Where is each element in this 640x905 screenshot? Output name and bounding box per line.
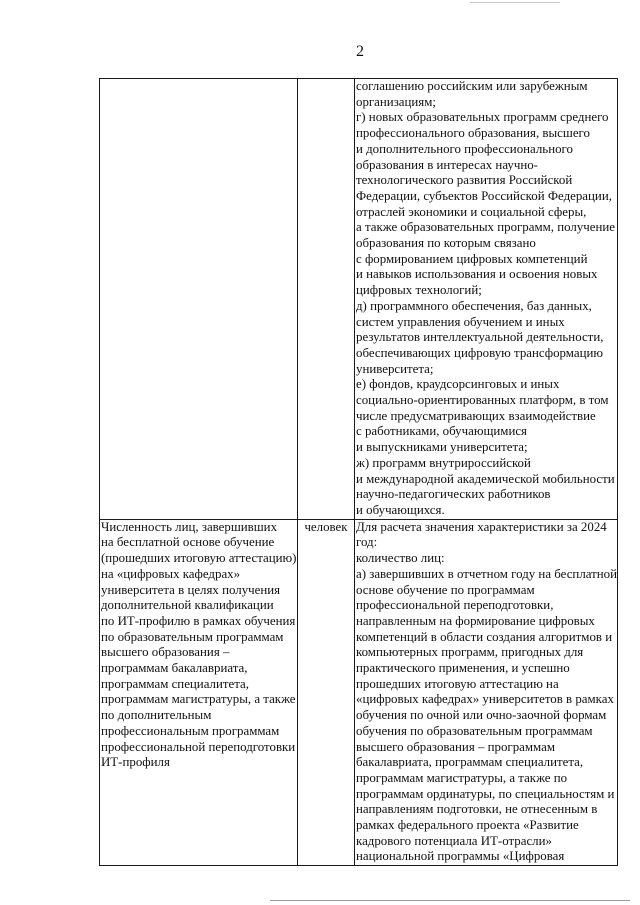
text-line: с формированием цифровых компетенций bbox=[356, 251, 588, 266]
text-line: программам бакалавриата, bbox=[101, 661, 248, 676]
unit-label: человек bbox=[304, 519, 348, 534]
text-line: на бесплатной основе обучение bbox=[101, 535, 275, 550]
text-line: и выпускниками университета; bbox=[356, 440, 528, 455]
description-cell bbox=[355, 79, 618, 520]
text-line: направленным на формирование цифровых bbox=[356, 613, 595, 628]
text-line: систем управления обучением и иных bbox=[356, 314, 565, 329]
text-line: а) завершивших в отчетном году на бесплатной bbox=[356, 566, 618, 581]
text-line: результатов интеллектуальной деятельности, bbox=[356, 330, 604, 345]
text-line: социально-ориентированных платформ, в том bbox=[356, 393, 609, 408]
text-line: по ИТ-профилю в рамках обучения bbox=[101, 613, 296, 628]
text-line: университета в целях получения bbox=[101, 582, 281, 597]
text-line: а также образовательных программ, получение bbox=[356, 220, 616, 235]
text-line: отраслей экономики и социальной сферы, bbox=[356, 204, 587, 219]
text-line: бакалавриата, программам специалитета, bbox=[356, 755, 584, 770]
text-line: кадрового потенциала ИТ-отрасли» bbox=[356, 833, 552, 848]
text-line: основе обучение по программам bbox=[356, 582, 535, 597]
unit-cell bbox=[298, 519, 355, 865]
text-line: национальной программы «Цифровая bbox=[356, 849, 565, 864]
text-line: программам специалитета, bbox=[101, 676, 249, 691]
text-line: профессиональным программам bbox=[101, 723, 280, 738]
text-line: соглашению российским или зарубежным bbox=[356, 79, 588, 93]
text-line: программам магистратуры, а также по bbox=[356, 770, 568, 785]
text-line: и навыков использования и освоения новых bbox=[356, 267, 598, 282]
description-cell bbox=[355, 519, 618, 865]
text-line: высшего образования – bbox=[101, 645, 230, 660]
text-line: Численность лиц, завершивших bbox=[101, 519, 278, 534]
text-line: программам магистратуры, а также bbox=[101, 692, 296, 707]
text-line: компетенций в области создания алгоритмов и bbox=[356, 629, 613, 644]
scan-artifact-line bbox=[470, 2, 560, 3]
text-line: высшего образования – программам bbox=[356, 739, 555, 754]
text-line: ИТ-профиля bbox=[101, 755, 170, 770]
text-line: ж) программ внутрироссийской bbox=[356, 455, 531, 470]
text-line: обучения по образовательным программам bbox=[356, 723, 593, 738]
text-line: профессиональной переподготовки, bbox=[356, 598, 554, 613]
text-line: и международной академической мобильности bbox=[356, 471, 615, 486]
text-line: е) фондов, краудсорсинговых и иных bbox=[356, 377, 560, 392]
text-line: и дополнительного профессионального bbox=[356, 141, 573, 156]
text-line: направлениям подготовки, не отнесенным в bbox=[356, 802, 598, 817]
text-line: дополнительной квалификации bbox=[101, 598, 274, 613]
text-line: на «цифровых кафедрах» bbox=[101, 566, 241, 581]
table-row bbox=[100, 519, 618, 865]
table-body bbox=[100, 79, 618, 866]
text-line: и обучающихся. bbox=[356, 502, 445, 517]
text-line: с работниками, обучающимися bbox=[356, 424, 527, 439]
text-line: программам ординатуры, по специальностям и bbox=[356, 786, 615, 801]
text-line: профессиональной переподготовки bbox=[101, 739, 296, 754]
text-line: обеспечивающих цифровую трансформацию bbox=[356, 345, 604, 360]
text-line: по образовательным программам bbox=[101, 629, 284, 644]
scan-artifact-line bbox=[270, 900, 630, 901]
text-line: практического применения, и успешно bbox=[356, 661, 570, 676]
text-line: профессионального образования, высшего bbox=[356, 126, 590, 141]
text-line: г) новых образовательных программ среднего bbox=[356, 110, 609, 125]
text-line: Для расчета значения характеристики за 2024 bbox=[356, 519, 607, 534]
text-line: организациям; bbox=[356, 94, 436, 109]
text-line: числе предусматривающих взаимодействие bbox=[356, 408, 596, 423]
text-line: технологического развития Российской bbox=[356, 173, 573, 188]
text-line: цифровых технологий; bbox=[356, 283, 482, 298]
text-line: университета; bbox=[356, 361, 434, 376]
text-line: рамках федерального проекта «Развитие bbox=[356, 818, 579, 833]
text-line: обучения по очной или очно-заочной формам bbox=[356, 708, 607, 723]
page-number: 2 bbox=[356, 43, 364, 60]
text-line: научно-педагогических работников bbox=[356, 487, 551, 502]
text-line: д) программного обеспечения, баз данных, bbox=[356, 298, 592, 313]
indicators-table bbox=[99, 78, 618, 866]
table-row bbox=[100, 79, 618, 520]
unit-cell bbox=[298, 79, 355, 520]
text-line: год: bbox=[356, 535, 378, 550]
text-line: образования по которым связано bbox=[356, 236, 536, 251]
text-line: компьютерных программ, пригодных для bbox=[356, 645, 584, 660]
text-line: количество лиц: bbox=[356, 551, 445, 566]
indicator-cell bbox=[100, 519, 298, 865]
text-line: (прошедших итоговую аттестацию) bbox=[101, 551, 297, 566]
text-line: Федерации, субъектов Российской Федерации, bbox=[356, 188, 612, 203]
text-line: по дополнительным bbox=[101, 708, 212, 723]
text-line: «цифровых кафедрах» университетов в рамках bbox=[356, 692, 614, 707]
indicator-cell bbox=[100, 79, 298, 520]
text-line: образования в интересах научно- bbox=[356, 157, 538, 172]
text-line: прошедших итоговую аттестацию на bbox=[356, 676, 559, 691]
